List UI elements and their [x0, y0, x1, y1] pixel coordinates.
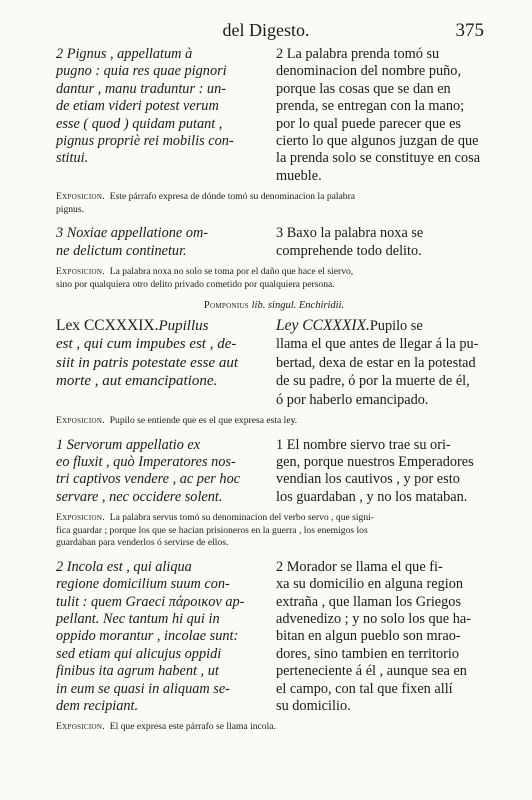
- page-number: 375: [455, 20, 484, 41]
- exposition-servus: [56, 512, 492, 550]
- spanish-text: Pupilo se llama el que antes de llegar á la pu- bertad, dexa de estar en la potestad de su padre, ó por la muerte de él, ó por haberlo emancipado.: [276, 318, 479, 408]
- exposition-label: Exposicion.: [56, 721, 105, 733]
- latin-text: Pupillus est , qui cum impubes est , de- siit in patris potestate esse aut morte , aut emancipatione.: [56, 318, 239, 390]
- exposition-noxa: [56, 266, 492, 291]
- latin-column: [56, 317, 268, 409]
- exposition-label: Exposicion.: [56, 266, 105, 278]
- spanish-column: [276, 317, 492, 409]
- spanish-law-heading: Ley CCXXXIX.: [276, 317, 370, 335]
- latin-text: 1 Servorum appellatio ex eo fluxit , quò Imperatores nos- tri captivos vendere , ac per hoc servare , nec occidere solent.: [56, 436, 241, 505]
- exposition-label: Exposicion.: [56, 191, 105, 203]
- running-title: del Digesto.: [222, 20, 310, 40]
- exposition-pignus: [56, 191, 492, 216]
- exposition-text: Este párrafo expresa de dónde tomó su denominacion la palabra pignus.: [56, 191, 356, 215]
- source-author: Pomponius: [203, 300, 249, 312]
- exposition-text: El que expresa este párrafo se llama incola.: [109, 721, 276, 733]
- exposition-label: Exposicion.: [56, 415, 105, 427]
- exposition-text: La palabra servus tomó su denominacion del verbo servo , que signi- fica guardar ; porque los que se hacian prisioneros en la guerra , los enemigos los guardaban para venderlos ó servirse de ellos.: [56, 512, 374, 549]
- spanish-text: 1 El nombre siervo trae su ori- gen, porque nuestros Emperadores vendian los cautivos , y por esto los guardaban , y no los mataban.: [276, 436, 474, 505]
- exposition-text: La palabra noxa no solo se toma por el daño que hace el siervo, sino por qualquiera otro delito privado cometido por qualquiera persona.: [56, 266, 354, 290]
- paragraph-pignus: [56, 46, 492, 185]
- latin-text: 2 Pignus , appellatum à pugno : quia res quae pignori dantur , manu traduntur : un- de etiam videri potest verum esse ( quod ) quidam putant , pignus propriè rei mobilis con- stitui.: [56, 46, 234, 167]
- law-ccxxxix: [56, 317, 492, 409]
- exposition-label: Exposicion.: [56, 512, 105, 524]
- source-work: lib. singul. Enchiridii.: [251, 300, 345, 312]
- latin-law-heading: Lex CCXXXIX.: [56, 317, 159, 335]
- page-header: [0, 20, 532, 46]
- spanish-text: 2 Morador se llama el que fi- xa su domicilio en alguna region extraña , que llaman los Griegos advenedizo ; y no solo los que ha- bitan en algun pueblo son mrao- dores, sino tambien en territorio perteneciente á él , aunque sea en el campo, con tal que fixen allí su domicilio.: [276, 558, 471, 714]
- exposition-pupillus: [56, 415, 492, 428]
- exposition-text: Pupilo se entiende que es el que expresa esta ley.: [109, 415, 298, 427]
- latin-text: 2 Incola est , qui aliqua regione domicilium suum con- tulit : quem Graeci πάροικον ap- pellant. Nec tantum hi qui in oppido morantur , incolae sunt: sed etiam qui alicujus oppidi finibus ita agrum habent , ut in eum se quasi in aliquam se- dem recipiant.: [56, 558, 245, 714]
- latin-text: 3 Noxiae appellatione om- ne delictum continetur.: [56, 225, 209, 259]
- paragraph-incola: [56, 559, 492, 716]
- exposition-incola: [56, 721, 492, 734]
- paragraph-noxa: [56, 225, 492, 260]
- spanish-text: 2 La palabra prenda tomó su denominacion del nombre puño, porque las cosas que se dan en prenda, se entregan con la mano; por lo qual puede parecer que es cierto lo que algunos juzgan de que la prenda solo se constituye en cosa mueble.: [276, 46, 481, 184]
- spanish-text: 3 Baxo la palabra noxa se comprehende todo delito.: [276, 225, 424, 259]
- page-body: [56, 46, 492, 734]
- source-citation: [56, 300, 492, 311]
- paragraph-servorum: [56, 437, 492, 507]
